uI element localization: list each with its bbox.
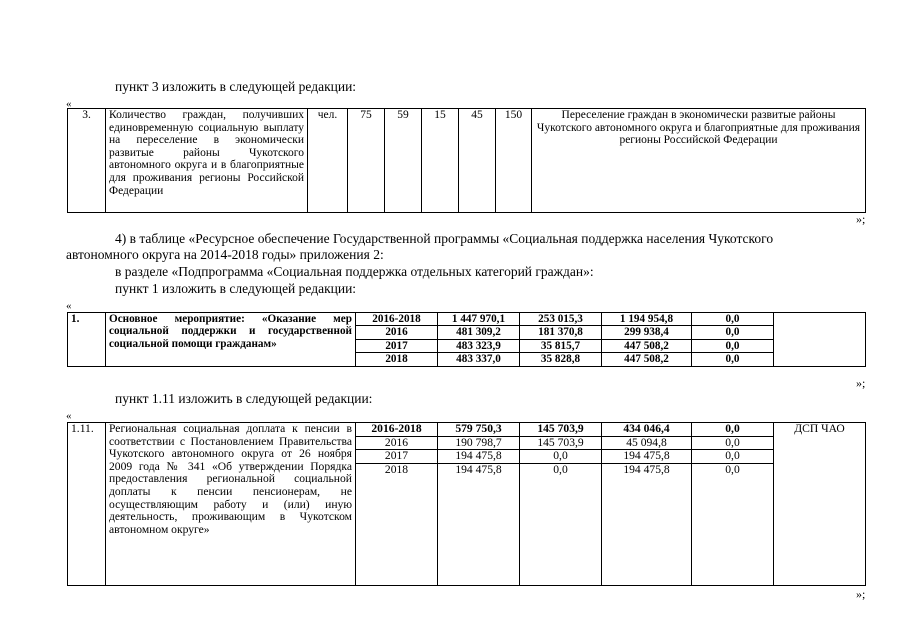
- federal-cell: 0,0: [520, 463, 602, 585]
- row-number: 1.11.: [68, 423, 106, 586]
- total-cell: 190 798,7: [438, 436, 520, 450]
- local-cell: 0,0: [692, 326, 774, 339]
- total-cell: 194 475,8: [438, 450, 520, 464]
- activity-name: Основное мероприятие: «Оказание мер социальной поддержки и государственной социальной помощи гражданам»: [106, 313, 356, 367]
- regional-cell: 447 508,2: [602, 339, 692, 352]
- regional-cell: 1 194 954,8: [602, 313, 692, 326]
- value-cell: 59: [385, 109, 422, 213]
- regional-cell: 45 094,8: [602, 436, 692, 450]
- close-quote-1: »;: [856, 212, 866, 226]
- table-point-1-11: [67, 422, 866, 586]
- period-cell: 2018: [356, 463, 438, 585]
- value-cell: 75: [348, 109, 385, 213]
- total-cell: 483 323,9: [438, 339, 520, 352]
- row-number: 1.: [68, 313, 106, 367]
- local-cell: 0,0: [692, 423, 774, 437]
- value-cell: 45: [459, 109, 496, 213]
- close-quote-3: »;: [856, 587, 866, 601]
- federal-cell: 35 815,7: [520, 339, 602, 352]
- activity-name: Региональная социальная доплата к пенсии в соответствии с Постановлением Правительства Чукотского автономного округа от 26 ноября 2009 года № 341 «Об утверждении Порядка предоставления региональной социальной доплаты к пенсии пенсионерам, не осуществляющим работу и (или) иную деятельность, проживающим в Чукотском автономном округе»: [106, 423, 356, 586]
- local-cell: 0,0: [692, 450, 774, 464]
- total-cell: 579 750,3: [438, 423, 520, 437]
- open-quote-2: «: [66, 300, 72, 312]
- total-cell: 1 447 970,1: [438, 313, 520, 326]
- executor-cell: [774, 313, 866, 367]
- local-cell: 0,0: [692, 339, 774, 352]
- federal-cell: 181 370,8: [520, 326, 602, 339]
- value-cell: 15: [422, 109, 459, 213]
- period-cell: 2016-2018: [356, 423, 438, 437]
- open-quote-1: «: [66, 98, 72, 110]
- regional-cell: 447 508,2: [602, 353, 692, 366]
- total-cell: 194 475,8: [438, 463, 520, 585]
- intro-point-1: пункт 1 изложить в следующей редакции:: [115, 281, 357, 296]
- executor-cell: ДСП ЧАО: [774, 423, 866, 586]
- section-line: в разделе «Подпрограмма «Социальная поддержка отдельных категорий граждан»:: [115, 264, 594, 279]
- table-point-1: [67, 312, 866, 367]
- period-cell: 2016-2018: [356, 313, 438, 326]
- period-cell: 2017: [356, 450, 438, 464]
- row-number: 3.: [68, 109, 106, 213]
- intro-point-3: пункт 3 изложить в следующей редакции:: [115, 79, 357, 94]
- local-cell: 0,0: [692, 353, 774, 366]
- intro-point-1-11: пункт 1.11 изложить в следующей редакции:: [115, 391, 373, 406]
- federal-cell: 35 828,8: [520, 353, 602, 366]
- table-point-3: [67, 108, 866, 213]
- total-cell: 481 309,2: [438, 326, 520, 339]
- federal-cell: 145 703,9: [520, 423, 602, 437]
- note-cell: Переселение граждан в экономически развитые районы Чукотского автономного округа и благоприятные для проживания регионы Российской Федерации: [532, 109, 866, 213]
- local-cell: 0,0: [692, 436, 774, 450]
- regional-cell: 434 046,4: [602, 423, 692, 437]
- value-cell: 150: [496, 109, 532, 213]
- period-cell: 2016: [356, 436, 438, 450]
- paragraph-4-line-1: 4) в таблице «Ресурсное обеспечение Государственной программы «Социальная поддержка населения Чукотского: [115, 231, 774, 246]
- local-cell: 0,0: [692, 463, 774, 585]
- period-cell: 2017: [356, 339, 438, 352]
- federal-cell: 0,0: [520, 450, 602, 464]
- close-quote-2: »;: [856, 376, 866, 390]
- period-cell: 2016: [356, 326, 438, 339]
- paragraph-4-line-2: автономного округа на 2014-2018 годы» приложения 2:: [66, 247, 384, 262]
- federal-cell: 145 703,9: [520, 436, 602, 450]
- regional-cell: 299 938,4: [602, 326, 692, 339]
- regional-cell: 194 475,8: [602, 450, 692, 464]
- indicator-name: Количество граждан, получивших единовременную социальную выплату на переселение в экономически развитые районы Чукотского автономного округа и в благоприятные для проживания регионы Российской Федерации: [106, 109, 308, 213]
- open-quote-3: «: [66, 410, 72, 422]
- total-cell: 483 337,0: [438, 353, 520, 366]
- local-cell: 0,0: [692, 313, 774, 326]
- regional-cell: 194 475,8: [602, 463, 692, 585]
- period-cell: 2018: [356, 353, 438, 366]
- federal-cell: 253 015,3: [520, 313, 602, 326]
- unit-cell: чел.: [308, 109, 348, 213]
